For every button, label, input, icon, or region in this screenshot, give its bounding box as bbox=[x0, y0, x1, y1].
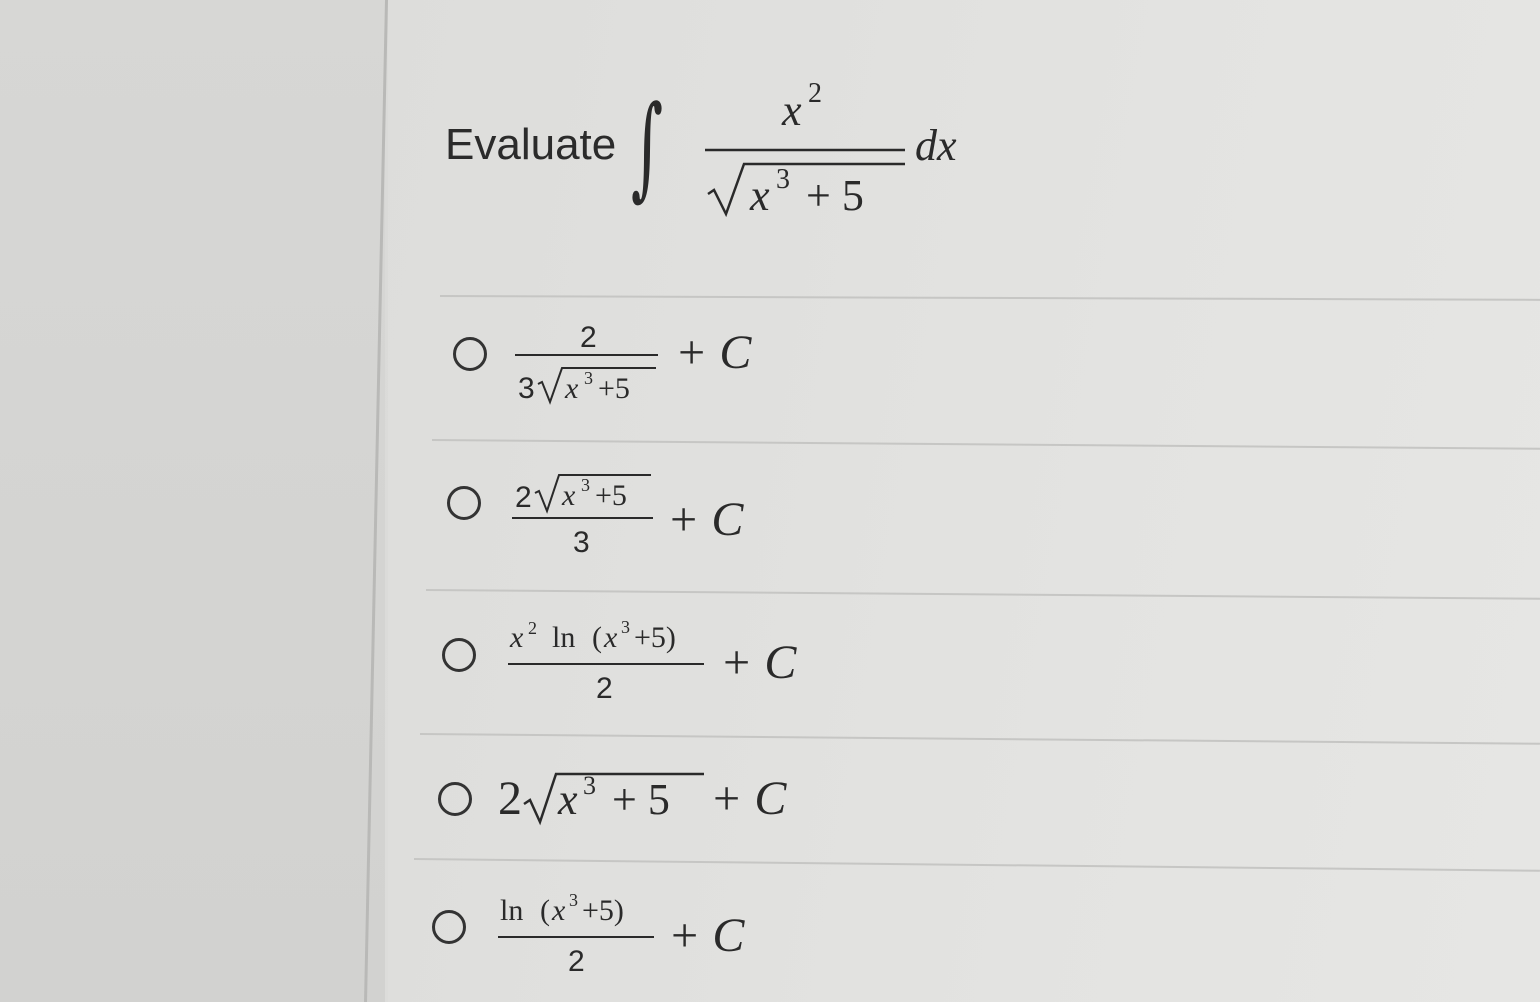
option-d-suffix: + C bbox=[710, 772, 787, 825]
answer-option-c[interactable] bbox=[440, 612, 830, 722]
option-a-den-rest: +5 bbox=[598, 372, 630, 405]
option-c-num-var: x bbox=[510, 621, 524, 654]
option-e-denominator: 2 bbox=[568, 945, 585, 978]
radio-button-b[interactable] bbox=[447, 486, 481, 520]
option-d-exp: 3 bbox=[583, 771, 596, 800]
option-e-inner-rest: +5) bbox=[582, 894, 624, 927]
option-a-numerator: 2 bbox=[580, 321, 597, 354]
option-e-paren-open: ( bbox=[540, 894, 550, 927]
option-c-inner-exp: 3 bbox=[621, 617, 630, 637]
option-e-expression bbox=[496, 885, 786, 985]
answer-option-a[interactable] bbox=[450, 310, 790, 420]
answer-option-e[interactable] bbox=[430, 885, 780, 995]
differential: dx bbox=[915, 121, 957, 170]
option-a-den-exp: 3 bbox=[584, 368, 593, 388]
option-a-expression bbox=[510, 310, 790, 410]
option-d-rest: + 5 bbox=[612, 775, 670, 824]
option-b-expression bbox=[507, 465, 787, 565]
option-b-denominator: 3 bbox=[573, 526, 590, 559]
option-d-var: x bbox=[558, 775, 578, 824]
option-a-sqrt-icon bbox=[538, 368, 656, 402]
answer-option-d[interactable] bbox=[436, 760, 816, 840]
option-c-denominator: 2 bbox=[596, 672, 613, 705]
option-e-inner-exp: 3 bbox=[569, 890, 578, 910]
option-c-num-fn: ln bbox=[552, 621, 576, 654]
option-d-coef: 2 bbox=[498, 772, 522, 825]
radio-button-c[interactable] bbox=[442, 638, 476, 672]
left-panel bbox=[0, 0, 385, 1002]
option-b-sqrt-icon bbox=[535, 475, 651, 511]
option-c-expression bbox=[504, 612, 834, 712]
option-c-suffix: + C bbox=[720, 636, 797, 689]
option-a-den-coef: 3 bbox=[518, 372, 535, 405]
integral-sign-icon: ∫ bbox=[631, 82, 664, 212]
option-c-paren-open: ( bbox=[592, 621, 602, 654]
option-d-expression bbox=[494, 760, 814, 840]
radio-button-e[interactable] bbox=[432, 910, 466, 944]
integrand-numerator: x bbox=[782, 86, 802, 135]
integrand-numerator-exponent: 2 bbox=[808, 80, 822, 109]
option-a-suffix: + C bbox=[675, 326, 752, 379]
option-e-suffix: + C bbox=[668, 909, 745, 962]
option-b-num-exp: 3 bbox=[581, 475, 590, 495]
integrand-fraction bbox=[700, 80, 1000, 225]
integrand-denominator-var: x bbox=[750, 171, 770, 220]
option-c-num-var-exp: 2 bbox=[528, 618, 537, 638]
option-c-inner-var: x bbox=[604, 621, 618, 654]
integrand-denominator-rest: + 5 bbox=[806, 171, 864, 220]
option-b-num-coef: 2 bbox=[515, 481, 532, 514]
radio-button-d[interactable] bbox=[438, 782, 472, 816]
question-label: Evaluate bbox=[445, 120, 617, 169]
option-e-inner-var: x bbox=[552, 894, 566, 927]
option-b-num-var: x bbox=[562, 479, 576, 512]
radio-button-a[interactable] bbox=[453, 337, 487, 371]
option-c-inner-rest: +5) bbox=[634, 621, 676, 654]
option-b-num-rest: +5 bbox=[595, 479, 627, 512]
option-a-den-var: x bbox=[565, 372, 579, 405]
answer-option-b[interactable] bbox=[445, 465, 785, 575]
option-e-num-fn: ln bbox=[500, 894, 524, 927]
option-b-suffix: + C bbox=[667, 493, 744, 546]
integrand-denominator-exponent: 3 bbox=[776, 164, 790, 195]
